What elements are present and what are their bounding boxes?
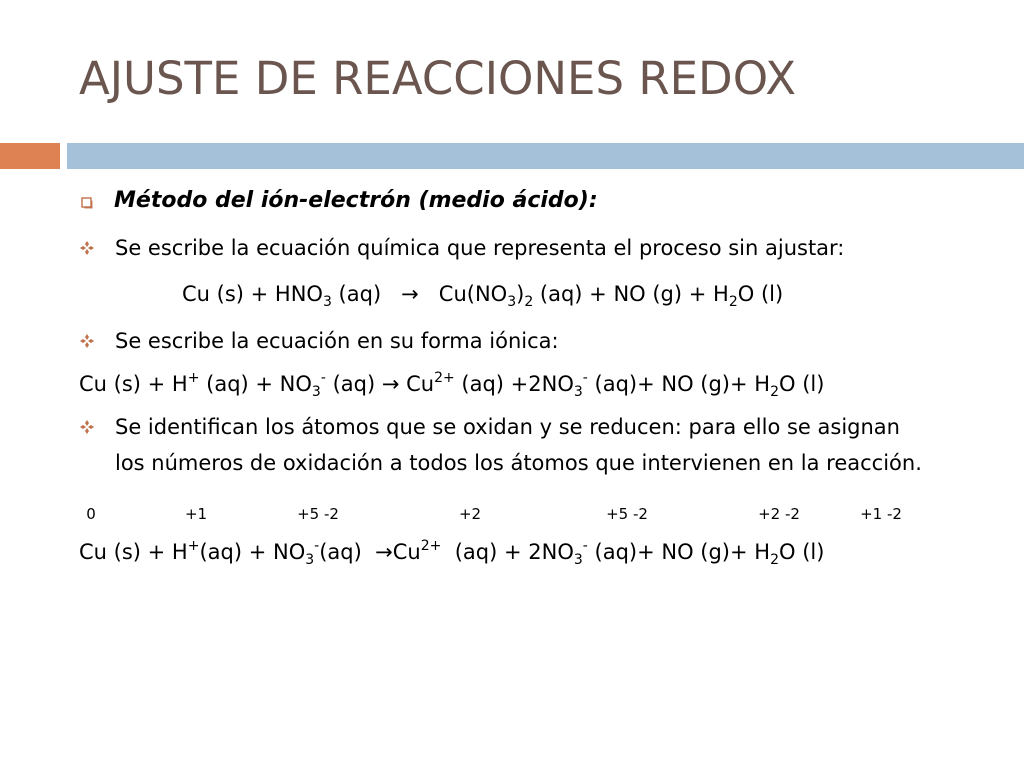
oxidation-number: 0 (86, 505, 96, 523)
hollow-square-icon (80, 196, 94, 210)
four-diamond-icon (80, 334, 94, 348)
equation-unbalanced: Cu $(s) + HNO_3$ $(aq) \to Cu(NO_3)_2$ (aq) + NO $(g) + H_2O$ (l) (182, 282, 784, 310)
accent-bar-blue (67, 143, 1024, 169)
page-title: AJUSTE DE REACCIONES REDOX (79, 52, 797, 105)
oxidation-number: +2 (458, 505, 482, 523)
four-diamond-icon (80, 420, 94, 434)
oxidation-number: +1 (184, 505, 208, 523)
accent-bar-orange (0, 143, 60, 169)
oxidation-number: +5 -2 (297, 505, 339, 523)
method-heading: Método del ión-electrón (medio ácido): (114, 188, 598, 213)
bullet-3-line-1: Se identifican los átomos que se oxidan y se reducen: para ello se asignan (115, 415, 900, 439)
oxidation-number: +2 -2 (758, 505, 800, 523)
oxidation-number: +5 -2 (606, 505, 648, 523)
equation-ionic: Cu (s) + H+ $(aq) + NO_3^-$ $(aq) \to Cu^{2+}$ $(aq) +2NO_3^-$ (aq)+ NO $(g)+ H_2O$ (l) (79, 370, 825, 400)
bullet-1-text: Se escribe la ecuación química que representa el proceso sin ajustar: (115, 236, 845, 260)
oxidation-number: +1 -2 (860, 505, 902, 523)
bullet-3-line-2: los números de oxidación a todos los átomos que intervienen en la reacción. (115, 451, 922, 475)
equation-with-oxidation-numbers: Cu $(s) + H^+(aq) + NO_3^-(aq) \to Cu^{2+}$ $(aq) + 2NO_3^-$ (aq)+ NO $(g)+ H_2O$ (l) (79, 538, 825, 568)
four-diamond-icon (80, 241, 94, 255)
bullet-2-text: Se escribe la ecuación en su forma iónica: (115, 329, 559, 353)
